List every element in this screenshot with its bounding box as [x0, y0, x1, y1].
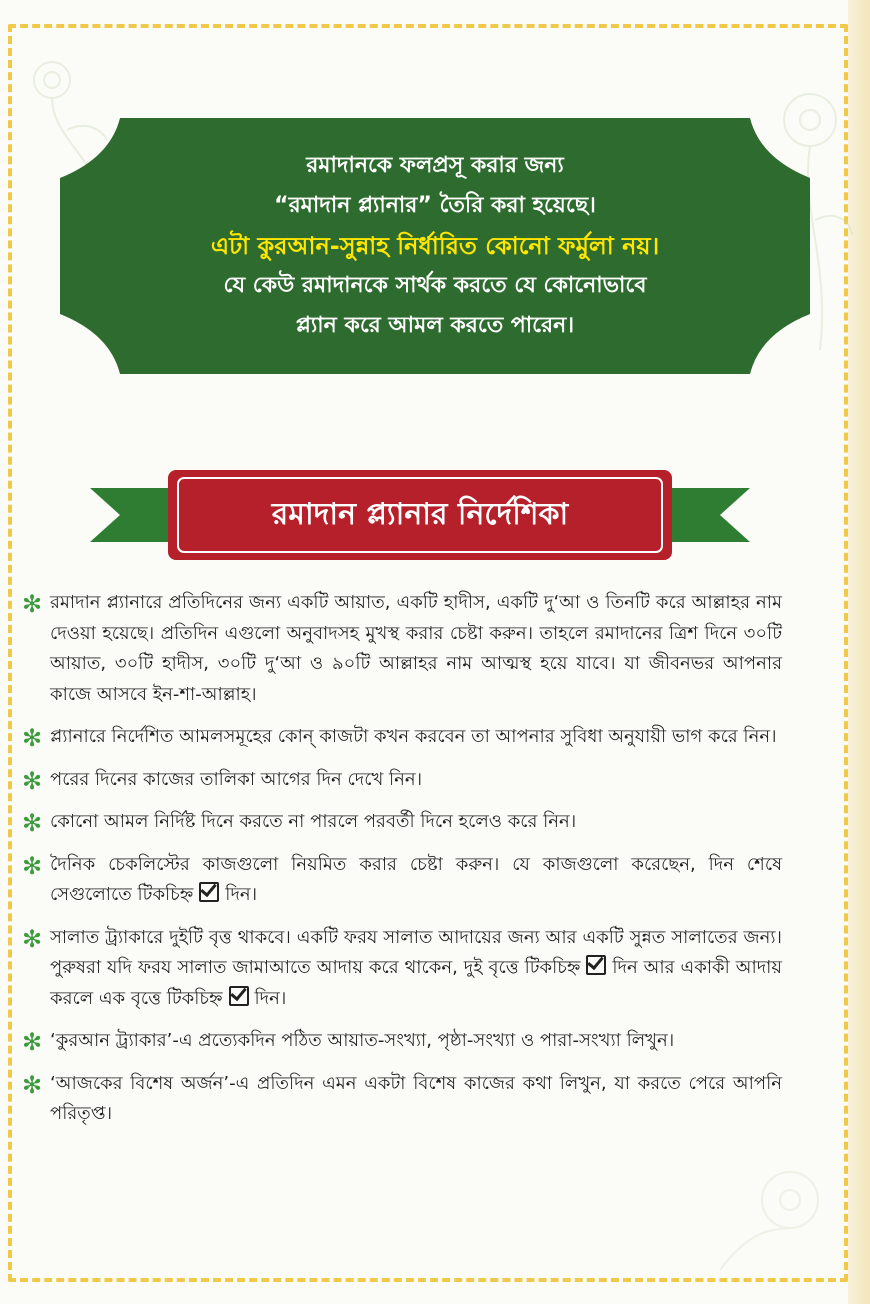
asterisk-bullet-icon: ✻	[22, 724, 43, 752]
asterisk-bullet-icon: ✻	[22, 851, 43, 880]
intro-line-2: “রমাদান প্ল্যানার” তৈরি করা হয়েছে।	[274, 193, 596, 218]
heading-title: রমাদান প্ল্যানার নির্দেশিকা	[271, 496, 569, 532]
guideline-item	[22, 1026, 782, 1057]
intro-line-5: প্ল্যান করে আমল করতে পারেন।	[295, 313, 575, 338]
asterisk-bullet-icon: ✻	[22, 809, 43, 837]
guideline-text	[50, 923, 782, 1015]
guideline-text-part: দৈনিক চেকলিস্টের কাজগুলো নিয়মিত করার চেষ্টা করুন। যে কাজগুলো করেছেন, দিন শেষে সেগুলোতে টিকচিহ্ন	[50, 853, 782, 905]
asterisk-bullet-icon: ✻	[22, 766, 43, 795]
guideline-text: কোনো আমল নির্দিষ্ট দিনে করতে না পারলে পরবর্তী দিনে হলেও করে নিন।	[50, 811, 577, 832]
intro-text-block	[60, 146, 810, 346]
guideline-text: প্ল্যানারে নির্দেশিত আমলসমূহের কোন্ কাজটা কখন করবেন তা আপনার সুবিধা অনুযায়ী ভাগ করে নিন।	[50, 726, 777, 747]
guideline-item	[22, 923, 782, 1015]
guideline-item	[22, 850, 782, 911]
guideline-item	[22, 722, 782, 753]
checkbox-tick-icon	[586, 955, 606, 975]
guideline-text-part: দিন আর একাকী আদায় করলে এক বৃত্তে টিকচিহ্ন	[50, 957, 783, 1009]
asterisk-bullet-icon: ✻	[22, 1070, 43, 1099]
guideline-text-part: দিন।	[254, 987, 287, 1009]
guideline-item	[22, 1069, 782, 1130]
guideline-text: পরের দিনের কাজের তালিকা আগের দিন দেখে নিন।	[50, 768, 423, 790]
guideline-text-part: দিন।	[225, 884, 258, 905]
intro-line-1: রমাদানকে ফলপ্রসূ করার জন্য	[306, 153, 564, 178]
checkbox-tick-icon	[199, 882, 219, 902]
intro-line-3-highlight: এটা কুরআন-সুন্নাহ নির্ধারিত কোনো ফর্মুলা নয়।	[210, 232, 660, 260]
guideline-text: ‘কুরআন ট্র্যাকার’-এ প্রত্যেকদিন পঠিত আয়াত-সংখ্যা, পৃষ্ঠা-সংখ্যা ও পারা-সংখ্যা লিখুন।	[50, 1030, 675, 1051]
guideline-text	[50, 850, 782, 911]
guideline-text: ‘আজকের বিশেষ অর্জন’-এ প্রতিদিন এমন একটা বিশেষ কাজের কথা লিখুন, যা করতে পেরে আপনি পরিতৃপ্ত।	[50, 1072, 782, 1124]
guideline-text: রমাদান প্ল্যানারে প্রতিদিনের জন্য একটি আয়াত, একটি হাদীস, একটি দু‘আ ও তিনটি করে আল্লাহর নাম দেওয়া হয়েছে। প্রতিদিন এগুলো অনুবাদসহ মুখস্থ করার চেষ্টা করুন। তাহলে রমাদানের ত্রিশ দিনে ৩০টি আয়াত, ৩০টি হাদীস, ৩০টি দু‘আ ও ৯০টি আল্লাহর নাম আত্মস্থ হয়ে যাবে। যা জীবনভর আপনার কাজে আসবে ইন-শা-আল্লাহ।	[50, 592, 782, 705]
intro-line-4: যে কেউ রমাদানকে সার্থক করতে যে কোনোভাবে	[223, 273, 647, 298]
heading-ribbon	[90, 470, 750, 570]
guideline-text-part: সালাত ট্র্যাকারে দুইটি বৃত্ত থাকবে। একটি ফরয সালাত আদায়ের জন্য আর একটি সুন্নত সালাতের জন্য। পুরুষরা যদি ফরয সালাত জামাআতে আদায় করে থাকেন, দুই বৃত্তে টিকচিহ্ন	[50, 926, 782, 978]
intro-banner	[60, 118, 810, 374]
asterisk-bullet-icon: ✻	[22, 1028, 43, 1056]
asterisk-bullet-icon: ✻	[22, 590, 43, 618]
guideline-item	[22, 765, 782, 796]
guideline-item	[22, 807, 782, 838]
checkbox-tick-icon	[229, 986, 249, 1006]
guideline-item	[22, 588, 782, 710]
guideline-list	[22, 588, 782, 1142]
asterisk-bullet-icon: ✻	[22, 924, 43, 953]
